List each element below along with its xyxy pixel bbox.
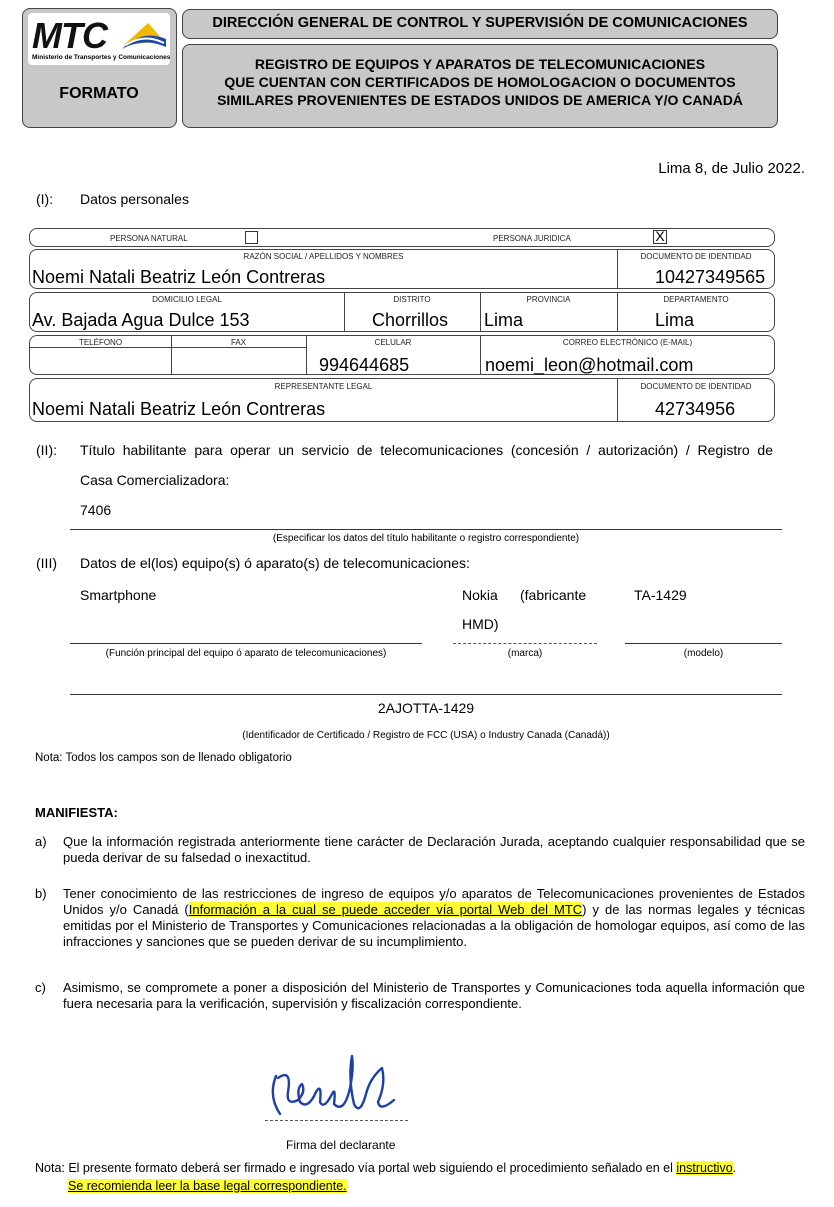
domicilio-label: DOMICILIO LEGAL (152, 295, 222, 304)
seccion1-title: Datos personales (80, 191, 189, 207)
marca-label: (marca) (507, 648, 543, 659)
razon-social-row (29, 249, 775, 289)
firma-label: Firma del declarante (286, 1138, 396, 1152)
nota-final-punto: . (732, 1161, 737, 1175)
telefono-label: TELÉFONO (78, 338, 123, 347)
seccion3-title: Datos de el(los) equipo(s) ó aparato(s) de telecomunicaciones: (80, 555, 470, 571)
item-b-text-2: ) y de las normas legales y técnicas emitidas por el Ministerio de Transportes y Comunicaciones relacionadas a la obligación de homologar equipos, así como de las infracciones y sanciones que se pueden derivar de su incumplimiento. (63, 902, 805, 949)
contacto-row (29, 335, 775, 375)
item-b-letter: b) (35, 886, 47, 901)
item-a-text: Que la información registrada anteriormente tiene carácter de Declaración Jurada, aceptando cualquier responsabilidad que se pueda derivar de su falsedad o inexactitud. (63, 834, 805, 865)
item-b-text-1: Tener conocimiento de las restricciones de ingreso de equipos y/o aparatos de Telecomunicaciones provenientes de Estados Unidos y/o Canadá ( (63, 886, 805, 917)
titulo-line-3: SIMILARES PROVENIENTES DE ESTADOS UNIDOS DE AMERICA Y/O CANADÁ (217, 92, 743, 108)
header-direccion-box (182, 9, 778, 39)
signature-image (262, 1048, 412, 1128)
marca-value-1[interactable]: Nokia (462, 587, 498, 603)
instructivo-link[interactable]: instructivo (676, 1161, 733, 1175)
persona-natural-checkbox[interactable] (245, 231, 258, 244)
item-c-text: Asimismo, se compromete a poner a disposición del Ministerio de Transportes y Comunicaciones toda aquella información que fuera necesaria para la verificación, supervisión y fiscalización correspondiente. (63, 980, 805, 1011)
departamento-value[interactable]: Lima (655, 310, 695, 330)
item-c-letter: c) (35, 980, 46, 995)
persona-juridica-checkbox[interactable] (653, 230, 667, 244)
item-b-link[interactable]: Información a la cual se puede acceder vía portal Web del MTC (188, 902, 583, 917)
item-a-letter: a) (35, 834, 47, 849)
item-b-text (63, 886, 805, 950)
doc2-value[interactable]: 42734956 (655, 399, 736, 419)
representante-label: REPRESENTANTE LEGAL (274, 382, 373, 391)
fax-label: FAX (230, 338, 247, 347)
logo-area (28, 13, 170, 65)
correo-value[interactable]: noemi_leon@hotmail.com (485, 355, 694, 375)
seccion2-value[interactable]: 7406 (80, 502, 112, 518)
marca-value-2[interactable]: (fabricante (520, 587, 587, 603)
seccion2-text-1: Título habilitante para operar un servicio de telecomunicaciones (concesión / autorización) / Registro de (80, 442, 773, 458)
razon-social-value[interactable]: Noemi Natali Beatriz León Contreras (32, 267, 326, 287)
provincia-label: PROVINCIA (526, 295, 571, 304)
provincia-value[interactable]: Lima (484, 310, 524, 330)
titulo-line-2: QUE CUENTAN CON CERTIFICADOS DE HOMOLOGACION O DOCUMENTOS (224, 74, 736, 90)
correo-label: CORREO ELECTRÓNICO (E-MAIL) (562, 338, 693, 347)
representante-row (29, 378, 775, 422)
domicilio-row (29, 292, 775, 332)
celular-label: CELULAR (374, 338, 412, 347)
seccion2-num: (II): (36, 442, 57, 458)
modelo-value[interactable]: TA-1429 (634, 587, 687, 603)
persona-natural-label: PERSONA NATURAL (110, 234, 188, 243)
manifiesta-title: MANIFIESTA: (35, 805, 118, 820)
seccion3-num: (III) (36, 555, 57, 571)
razon-social-label: RAZÓN SOCIAL / APELLIDOS Y NOMBRES (243, 252, 404, 261)
marca-value-3[interactable]: HMD) (462, 616, 499, 632)
logo-emblem-icon (120, 21, 168, 51)
seccion2-note: (Especificar los datos del título habilitante o registro correspondiente) (272, 533, 580, 544)
identificador-label: (Identificador de Certificado / Registro de FCC (USA) o Industry Canada (Canadá)) (242, 730, 610, 741)
nota-final-text: Nota: El presente formato deberá ser firmado e ingresado vía portal web siguiendo el procedimiento señalado en el (35, 1161, 673, 1175)
header-titulo-box (182, 44, 778, 128)
logo-text: MTC (32, 15, 107, 56)
domicilio-value[interactable]: Av. Bajada Agua Dulce 153 (32, 310, 250, 330)
base-legal-link[interactable]: Se recomienda leer la base legal correspondiente. (68, 1179, 347, 1193)
formato-label: FORMATO (59, 85, 139, 102)
representante-value[interactable]: Noemi Natali Beatriz León Contreras (32, 399, 326, 419)
modelo-label: (modelo) (683, 648, 724, 659)
celular-value[interactable]: 994644685 (319, 355, 410, 375)
distrito-value[interactable]: Chorrillos (372, 310, 449, 330)
seccion2-text-2: Casa Comercializadora: (80, 472, 230, 488)
header-logo-box (22, 8, 177, 128)
titulo-line-1: REGISTRO DE EQUIPOS Y APARATOS DE TELECOMUNICACIONES (254, 56, 706, 72)
doc-label: DOCUMENTO DE IDENTIDAD (640, 252, 752, 261)
distrito-label: DISTRITO (393, 295, 431, 304)
nota-final (35, 1160, 736, 1177)
persona-row (29, 228, 775, 247)
direccion-title: DIRECCIÓN GENERAL DE CONTROL Y SUPERVISIÓN DE COMUNICACIONES (212, 15, 748, 31)
logo-subtitle: Ministerio de Transportes y Comunicaciones (32, 54, 171, 61)
persona-juridica-label: PERSONA JURIDICA (493, 234, 571, 243)
doc2-label: DOCUMENTO DE IDENTIDAD (640, 382, 752, 391)
doc-value[interactable]: 10427349565 (655, 267, 766, 287)
departamento-label: DEPARTAMENTO (663, 295, 729, 304)
funcion-value[interactable]: Smartphone (80, 587, 157, 603)
base-legal-line (68, 1178, 347, 1195)
identificador-value[interactable]: 2AJOTTA-1429 (377, 700, 475, 716)
nota-campos: Nota: Todos los campos son de llenado obligatorio (35, 752, 292, 764)
persona-juridica-mark: X (655, 228, 665, 244)
fecha: Lima 8, de Julio 2022. (658, 160, 805, 177)
funcion-label: (Función principal del equipo ó aparato de telecomunicaciones) (105, 648, 387, 659)
seccion1-num: (I): (36, 191, 54, 207)
